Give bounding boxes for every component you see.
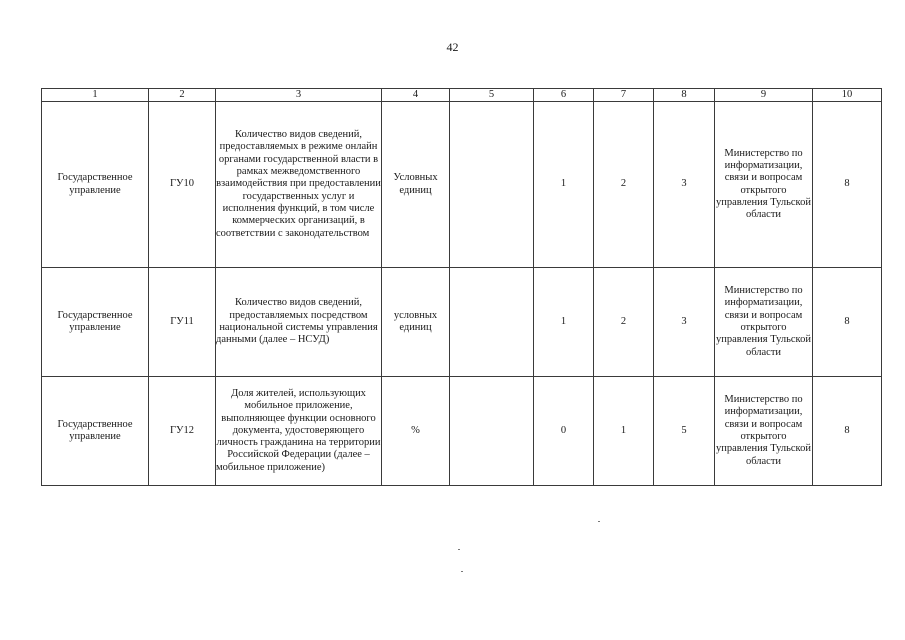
scan-speck <box>598 521 600 522</box>
indicator-description-cell: Количество видов сведений, предоставляемых в режиме онлайн органами государственной власти в рамках межведомственного взаимодействия при предоставлении государственных услуг и исполнения функций, в том числе коммерческих организаций, в соответствии с законодательством <box>216 102 382 268</box>
sector-cell: Государственное управление <box>42 377 149 486</box>
table-row <box>42 102 882 268</box>
sector-cell: Государственное управление <box>42 268 149 377</box>
column-header: 2 <box>149 89 216 102</box>
indicator-description-cell: Доля жителей, использующих мобильное приложение, выполняющее функции основного документа, удостоверяющего личность гражданина на территории Российской Федерации (далее – мобильное приложение) <box>216 377 382 486</box>
unit-cell: Условных единиц <box>382 102 450 268</box>
column-7-cell: 2 <box>594 102 654 268</box>
sector-cell: Государственное управление <box>42 102 149 268</box>
table-row <box>42 377 882 486</box>
column-header: 3 <box>216 89 382 102</box>
column-header: 8 <box>654 89 715 102</box>
column-header: 6 <box>534 89 594 102</box>
column-header: 5 <box>450 89 534 102</box>
column-7-cell: 2 <box>594 268 654 377</box>
column-6-cell: 1 <box>534 268 594 377</box>
responsible-ministry-cell: Министерство по информатизации, связи и вопросам открытого управления Тульской области <box>715 102 813 268</box>
column-8-cell: 3 <box>654 268 715 377</box>
table-row <box>42 268 882 377</box>
column-8-cell: 3 <box>654 102 715 268</box>
scan-speck <box>461 571 463 572</box>
column-7-cell: 1 <box>594 377 654 486</box>
column-header: 1 <box>42 89 149 102</box>
column-5-cell <box>450 268 534 377</box>
column-5-cell <box>450 377 534 486</box>
column-header: 9 <box>715 89 813 102</box>
column-6-cell: 1 <box>534 102 594 268</box>
column-6-cell: 0 <box>534 377 594 486</box>
column-10-cell: 8 <box>813 377 882 486</box>
column-5-cell <box>450 102 534 268</box>
indicators-table <box>41 88 882 486</box>
column-header: 4 <box>382 89 450 102</box>
column-header: 10 <box>813 89 882 102</box>
indicator-code-cell: ГУ11 <box>149 268 216 377</box>
responsible-ministry-cell: Министерство по информатизации, связи и вопросам открытого управления Тульской области <box>715 377 813 486</box>
page-number: 42 <box>446 40 459 54</box>
column-8-cell: 5 <box>654 377 715 486</box>
scan-speck <box>458 549 460 550</box>
unit-cell: % <box>382 377 450 486</box>
unit-cell: условных единиц <box>382 268 450 377</box>
table-header-row <box>42 89 882 102</box>
column-10-cell: 8 <box>813 102 882 268</box>
column-header: 7 <box>594 89 654 102</box>
indicator-code-cell: ГУ12 <box>149 377 216 486</box>
indicator-description-cell: Количество видов сведений, предоставляемых посредством национальной системы управления данными (далее – НСУД) <box>216 268 382 377</box>
column-10-cell: 8 <box>813 268 882 377</box>
indicator-code-cell: ГУ10 <box>149 102 216 268</box>
responsible-ministry-cell: Министерство по информатизации, связи и вопросам открытого управления Тульской области <box>715 268 813 377</box>
